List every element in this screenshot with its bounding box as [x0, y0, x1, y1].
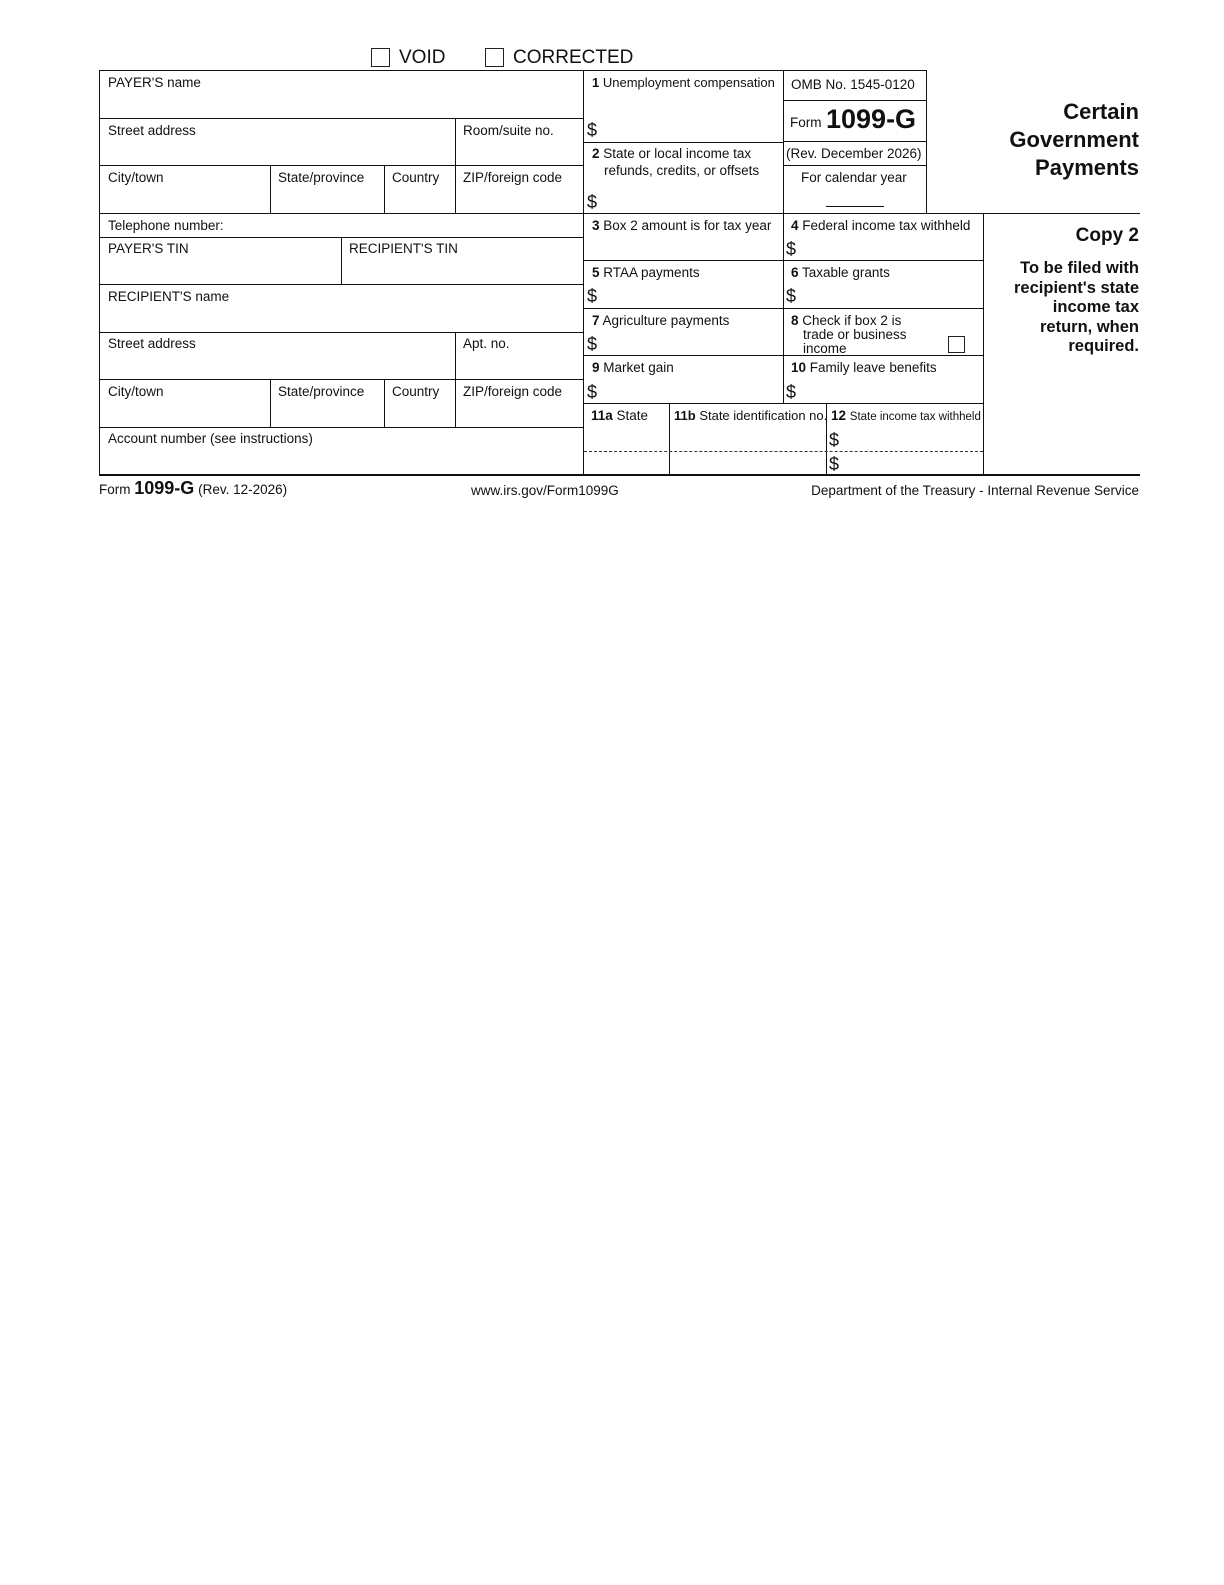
- payer-city-label: City/town: [108, 170, 164, 185]
- calendar-year-line: [826, 206, 884, 207]
- recipient-tin-field[interactable]: [349, 260, 574, 280]
- box4-amount-field[interactable]: [801, 239, 977, 257]
- account-number-label: Account number (see instructions): [108, 431, 313, 446]
- recipient-street-label: Street address: [108, 336, 196, 351]
- box3-year-field[interactable]: [592, 237, 778, 256]
- grid-line: [783, 165, 926, 166]
- box1-amount-field[interactable]: [602, 121, 778, 139]
- grid-line: [455, 118, 456, 213]
- box6-dollar: $: [786, 286, 797, 306]
- payer-room-field[interactable]: [463, 142, 578, 162]
- grid-line: [669, 403, 670, 475]
- grid-line: [99, 118, 583, 119]
- box12-amount-field-1[interactable]: [844, 431, 978, 449]
- payer-state-label: State/province: [278, 170, 365, 185]
- omb-form-word: Form: [790, 115, 822, 130]
- recipient-name-label: RECIPIENT'S name: [108, 289, 230, 304]
- box7-label: 7 Agriculture payments: [592, 313, 730, 328]
- footer-department: Department of the Treasury - Internal Revenue Service: [811, 483, 1139, 498]
- grid-line: [384, 165, 385, 213]
- box1-label: 1 Unemployment compensation: [592, 75, 775, 90]
- box12-dollar-2: $: [829, 454, 840, 474]
- payer-room-label: Room/suite no.: [463, 123, 554, 138]
- recipient-state-field[interactable]: [278, 404, 378, 424]
- box8-label-line3: income: [803, 341, 847, 356]
- recipient-country-field[interactable]: [392, 404, 450, 424]
- box7-dollar: $: [587, 334, 598, 354]
- recipient-apt-field[interactable]: [463, 355, 578, 375]
- grid-line: [99, 427, 583, 428]
- payer-state-field[interactable]: [278, 190, 378, 210]
- box2-label-line1: 2 State or local income tax: [592, 146, 752, 161]
- grid-line: [99, 165, 583, 166]
- payer-name-field[interactable]: [108, 94, 573, 114]
- box10-label: 10 Family leave benefits: [791, 360, 937, 375]
- recipient-zip-label: ZIP/foreign code: [463, 384, 563, 399]
- form-title: [1009, 98, 1139, 182]
- grid-line: [99, 284, 583, 285]
- grid-line: [99, 474, 1140, 476]
- recipient-tin-label: RECIPIENT'S TIN: [349, 241, 458, 256]
- payer-country-label: Country: [392, 170, 440, 185]
- telephone-label: Telephone number:: [108, 218, 224, 233]
- grid-line: [983, 213, 984, 475]
- box12-label: 12 State income tax withheld: [831, 408, 981, 423]
- box10-dollar: $: [786, 382, 797, 402]
- box5-label: 5 RTAA payments: [592, 265, 700, 280]
- box8-label-line2: trade or business: [803, 327, 907, 342]
- box9-dollar: $: [587, 382, 598, 402]
- box4-dollar: $: [786, 239, 797, 259]
- grid-line: [583, 308, 983, 309]
- form-title-line2: Government: [1009, 127, 1139, 152]
- box9-label: 9 Market gain: [592, 360, 674, 375]
- omb-number: OMB No. 1545-0120: [791, 77, 915, 92]
- payer-city-field[interactable]: [108, 190, 263, 210]
- box2-dollar: $: [587, 192, 598, 212]
- box10-amount-field[interactable]: [801, 382, 977, 400]
- dashed-divider: [584, 451, 983, 452]
- box6-label: 6 Taxable grants: [791, 265, 890, 280]
- footer-url: www.irs.gov/Form1099G: [471, 483, 619, 498]
- box8-checkbox[interactable]: [948, 336, 965, 353]
- box11b-label: 11b State identification no.: [674, 408, 828, 423]
- box11a-label: 11a State: [591, 408, 649, 423]
- grid-line: [583, 142, 783, 143]
- recipient-city-label: City/town: [108, 384, 164, 399]
- recipient-state-label: State/province: [278, 384, 365, 399]
- box3-label: 3 Box 2 amount is for tax year: [592, 218, 772, 233]
- grid-line: [926, 70, 927, 213]
- box12-amount-field-2[interactable]: [844, 455, 978, 473]
- grid-line: [270, 165, 271, 213]
- grid-line: [99, 70, 100, 475]
- grid-line: [455, 332, 456, 427]
- copy-instructions: To be filed with recipient's state income tax return, when required.: [1014, 259, 1139, 355]
- recipient-zip-field[interactable]: [463, 404, 578, 424]
- void-checkbox[interactable]: [371, 48, 390, 67]
- box7-amount-field[interactable]: [602, 334, 778, 352]
- grid-line: [270, 379, 271, 427]
- box5-dollar: $: [587, 286, 598, 306]
- recipient-name-field[interactable]: [108, 308, 573, 328]
- grid-line: [99, 379, 583, 380]
- grid-line: [583, 403, 983, 404]
- form-title-line3: Payments: [1035, 155, 1139, 180]
- grid-line: [99, 213, 1140, 214]
- void-label: VOID: [399, 47, 446, 68]
- box11a-state-field-2[interactable]: [591, 454, 665, 473]
- box9-amount-field[interactable]: [602, 382, 778, 400]
- payer-zip-label: ZIP/foreign code: [463, 170, 563, 185]
- box6-amount-field[interactable]: [801, 286, 977, 304]
- box4-label: 4 Federal income tax withheld: [791, 218, 971, 233]
- grid-line: [783, 100, 926, 101]
- payer-street-label: Street address: [108, 123, 196, 138]
- footer-form-id: Form 1099-G (Rev. 12-2026): [99, 478, 288, 498]
- calendar-year-label: For calendar year: [801, 170, 907, 185]
- grid-line: [783, 141, 926, 142]
- payer-street-field[interactable]: [108, 142, 448, 162]
- copy-label: Copy 2: [1075, 225, 1139, 246]
- payer-tin-label: PAYER'S TIN: [108, 241, 189, 256]
- box2-label-line2: refunds, credits, or offsets: [604, 163, 760, 178]
- payer-zip-field[interactable]: [463, 190, 578, 210]
- grid-line: [583, 260, 983, 261]
- recipient-street-field[interactable]: [108, 355, 448, 375]
- recipient-city-field[interactable]: [108, 404, 263, 424]
- box8-label-line1: 8 Check if box 2 is: [791, 313, 902, 328]
- box11b-id-field-2[interactable]: [676, 454, 822, 473]
- box2-amount-field[interactable]: [602, 192, 778, 210]
- omb-revision: (Rev. December 2026): [786, 146, 922, 161]
- payer-country-field[interactable]: [392, 190, 450, 210]
- box5-amount-field[interactable]: [602, 286, 778, 304]
- grid-line: [783, 70, 784, 404]
- box12-dollar-1: $: [829, 430, 840, 450]
- grid-line: [583, 355, 983, 356]
- grid-line: [99, 332, 583, 333]
- recipient-country-label: Country: [392, 384, 440, 399]
- grid-line: [384, 379, 385, 427]
- payer-name-label: PAYER'S name: [108, 75, 201, 90]
- grid-line: [583, 70, 584, 475]
- account-number-field[interactable]: [108, 450, 573, 470]
- box11a-state-field-1[interactable]: [591, 430, 665, 449]
- box1-dollar: $: [587, 120, 598, 140]
- corrected-label: CORRECTED: [513, 47, 634, 68]
- form-title-line1: Certain: [1063, 99, 1139, 124]
- grid-line: [99, 70, 927, 71]
- payer-tin-field[interactable]: [108, 260, 333, 280]
- omb-form-number: 1099-G: [826, 104, 917, 134]
- recipient-apt-label: Apt. no.: [463, 336, 510, 351]
- grid-line: [341, 237, 342, 284]
- corrected-checkbox[interactable]: [485, 48, 504, 67]
- box11b-id-field-1[interactable]: [676, 430, 822, 449]
- calendar-year-field[interactable]: [826, 188, 884, 205]
